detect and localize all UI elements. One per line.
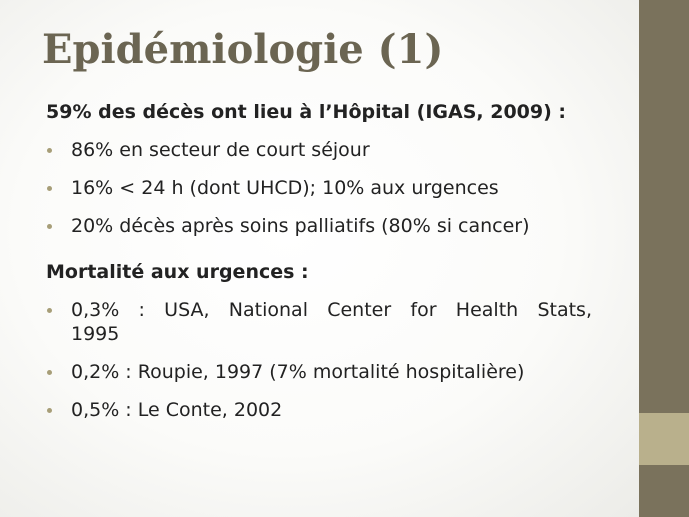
bullet-item: 0,5% : Le Conte, 2002 — [46, 398, 592, 422]
bullet-item — [46, 298, 592, 346]
bullet-item: 20% décès après soins palliatifs (80% si cancer) — [46, 214, 592, 238]
decorative-sidebar-accent — [639, 413, 689, 465]
slide-title: Epidémiologie (1) — [42, 26, 444, 73]
bullet-list-hospital-deaths — [46, 138, 592, 238]
bullet-item: 16% < 24 h (dont UHCD); 10% aux urgences — [46, 176, 592, 200]
section-heading-emergency-mortality: Mortalité aux urgences : — [46, 261, 309, 283]
bullet-item-line: 0,3% : USA, National Center for Health Stats, — [71, 299, 592, 321]
bullet-list-emergency-mortality — [46, 298, 592, 422]
bullet-item-line: 1995 — [71, 323, 120, 345]
slide-content — [46, 100, 592, 422]
bullet-item: 0,2% : Roupie, 1997 (7% mortalité hospitalière) — [46, 360, 592, 384]
bullet-item: 86% en secteur de court séjour — [46, 138, 592, 162]
section-heading-deaths-hospital: 59% des décès ont lieu à l’Hôpital (IGAS, 2009) : — [46, 101, 567, 123]
